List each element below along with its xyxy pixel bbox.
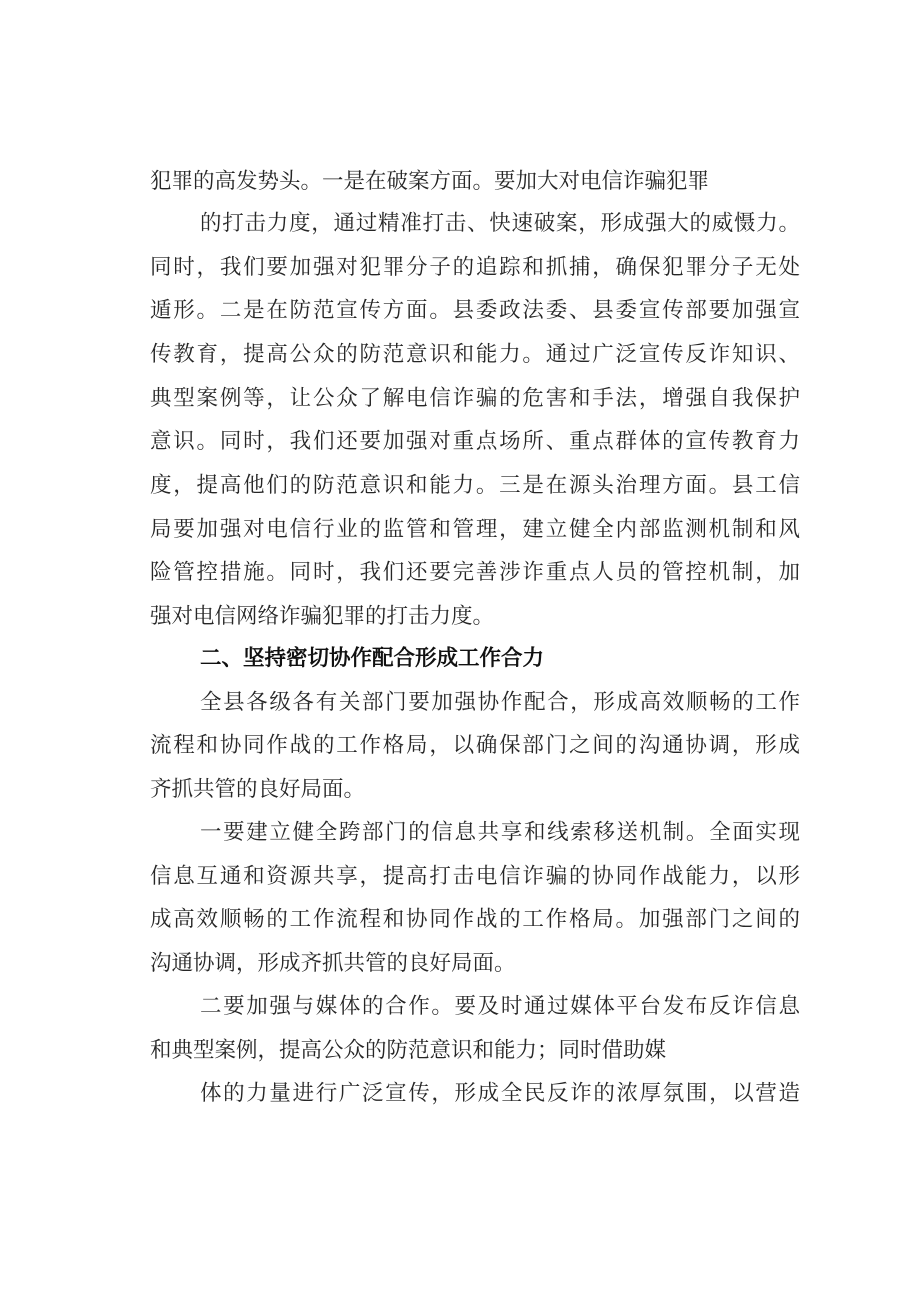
text-line: 意识。同时，我们还要加强对重点场所、重点群体的宣传教育力 — [150, 429, 800, 454]
text-line: 犯罪的高发势头。一是在破案方面。要加大对电信诈骗犯罪 — [150, 169, 710, 194]
text-line: 同时，我们要加强对犯罪分子的追踪和抓捕，确保犯罪分子无处 — [150, 255, 800, 280]
section-heading: 二、坚持密切协作配合形成工作合力 — [200, 646, 545, 671]
text-line: 齐抓共管的良好局面。 — [150, 777, 366, 802]
text-line: 传教育，提高公众的防范意识和能力。通过广泛宣传反诈知识、 — [150, 342, 800, 367]
text-line: 遁形。二是在防范宣传方面。县委政法委、县委宣传部要加强宣 — [150, 298, 800, 323]
text-line: 险管控措施。同时，我们还要完善涉诈重点人员的管控机制，加 — [150, 560, 800, 585]
text-line: 沟通协调，形成齐抓共管的良好局面。 — [150, 951, 516, 976]
text-line: 度，提高他们的防范意识和能力。三是在源头治理方面。县工信 — [150, 473, 800, 498]
text-line: 强对电信网络诈骗犯罪的打击力度。 — [150, 604, 495, 629]
text-line: 一要建立健全跨部门的信息共享和线索移送机制。全面实现 — [200, 820, 800, 845]
text-line: 体的力量进行广泛宣传，形成全民反诈的浓厚氛围，以营造 — [200, 1081, 800, 1106]
text-line: 信息互通和资源共享，提高打击电信诈骗的协同作战能力，以形 — [150, 864, 800, 889]
text-line: 成高效顺畅的工作流程和协同作战的工作格局。加强部门之间的 — [150, 907, 800, 932]
text-line: 典型案例等，让公众了解电信诈骗的危害和手法，增强自我保护 — [150, 386, 800, 411]
text-line: 流程和协同作战的工作格局，以确保部门之间的沟通协调，形成 — [150, 733, 800, 758]
text-line: 和典型案例，提高公众的防范意识和能力；同时借助媒 — [150, 1038, 667, 1063]
text-line: 局要加强对电信行业的监管和管理，建立健全内部监测机制和风 — [150, 517, 800, 542]
text-line: 的打击力度，通过精准打击、快速破案，形成强大的威慑力。 — [200, 211, 800, 236]
text-line: 二要加强与媒体的合作。要及时通过媒体平台发布反诈信息 — [200, 994, 800, 1019]
text-line: 全县各级各有关部门要加强协作配合，形成高效顺畅的工作 — [200, 690, 800, 715]
